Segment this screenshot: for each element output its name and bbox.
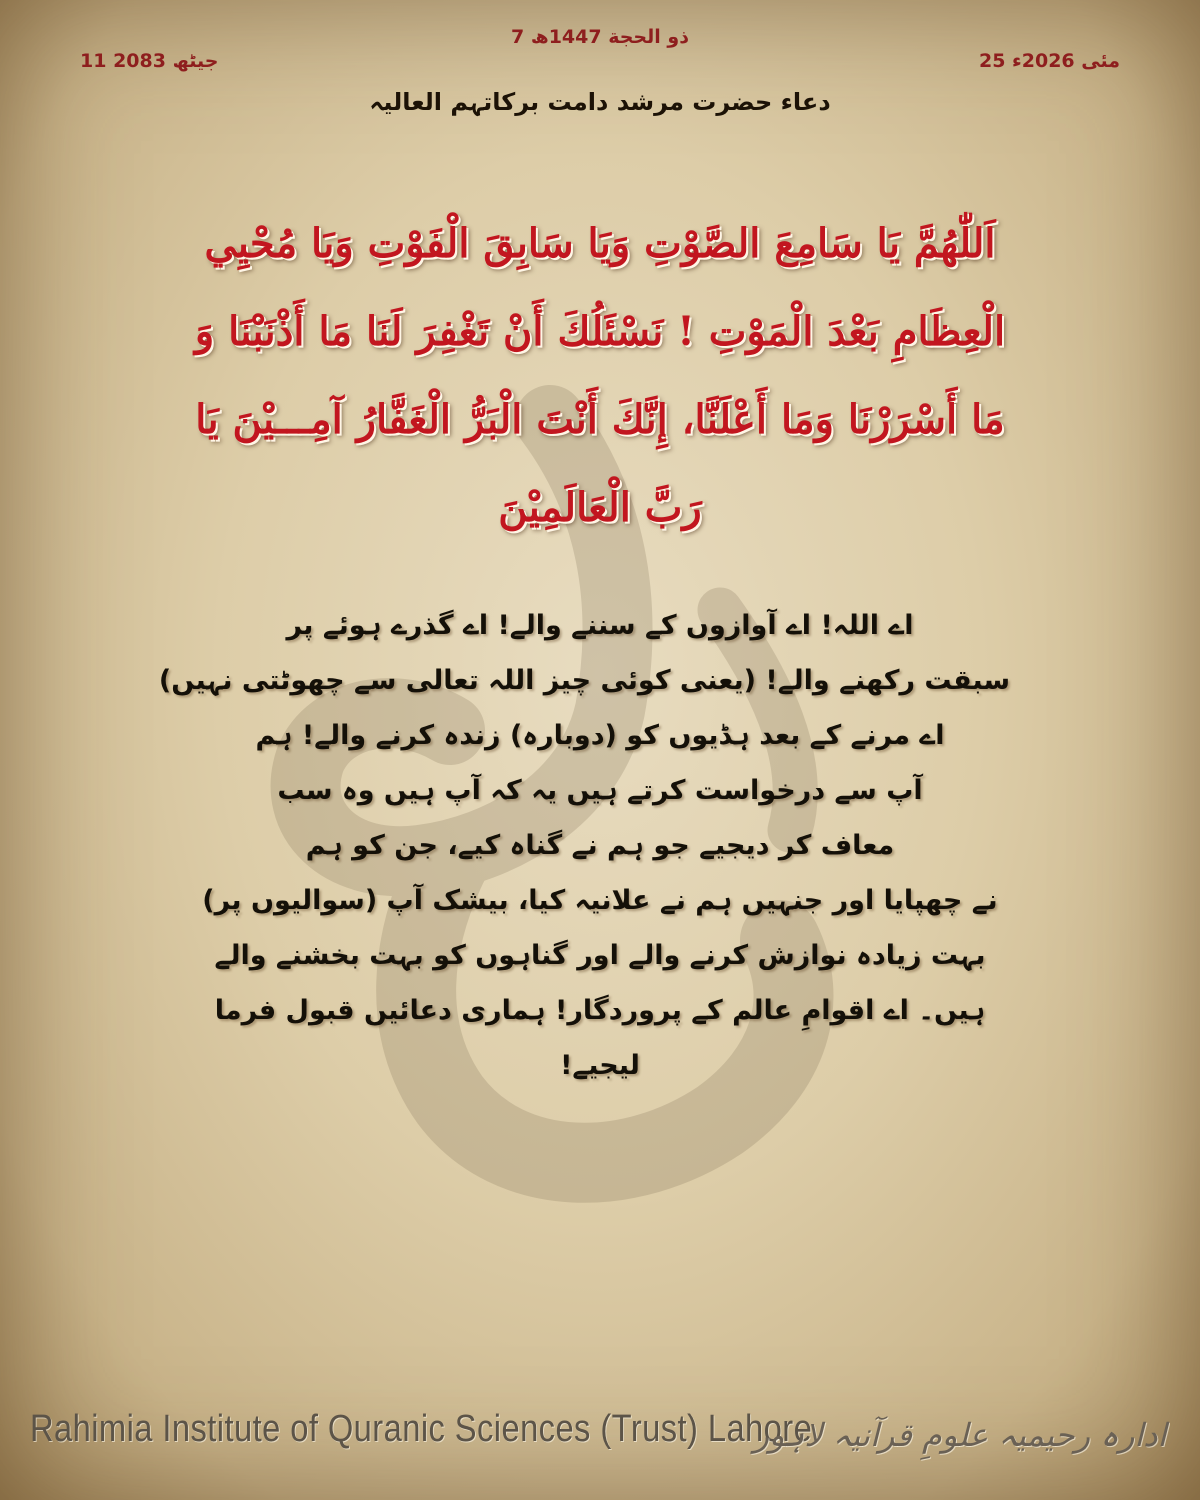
urdu-line: آپ سے درخواست کرتے ہیں یہ کہ آپ ہیں وہ سب <box>277 775 923 806</box>
urdu-line: اے اللہ! اے آوازوں کے سننے والے! اے گذرے ہوئے پر <box>286 610 914 641</box>
page-subtitle: دعاء حضرت مرشد دامت برکاتہم العالیہ <box>369 88 831 116</box>
bikrami-date: 11 جیٹھ 2083 <box>80 50 219 72</box>
arabic-line: الْعِظَامِ بَعْدَ الْمَوْتِ ! نَسْئَلُكَ أَنْ تَغْفِرَ لَنَا مَا أَذْنَبْنَا وَ <box>194 308 1006 355</box>
urdu-line: معاف کر دیجیے جو ہم نے گناہ کیے، جن کو ہم <box>305 830 895 861</box>
hijri-date: 7 ذو الحجة 1447ھ <box>511 26 689 48</box>
urdu-line: بہت زیادہ نوازش کرنے والے اور گناہوں کو بہت بخشنے والے <box>214 940 986 971</box>
urdu-line: نے چھپایا اور جنہیں ہم نے علانیہ کیا، بیشک آپ (سوالیوں پر) <box>202 885 998 916</box>
urdu-line: سبقت رکھنے والے! (یعنی کوئی چیز اللہ تعالی سے چھوٹتی نہیں) <box>158 665 1010 696</box>
gregorian-date: 25 مئی 2026ء <box>978 50 1120 72</box>
urdu-line: ہیں۔ اے اقوامِ عالم کے پروردگار! ہماری دعائیں قبول فرما <box>214 995 986 1026</box>
urdu-line: اے مرنے کے بعد ہڈیوں کو (دوبارہ) زندہ کرنے والے! ہم <box>255 720 945 751</box>
arabic-line: رَبَّ الْعَالَمِيْنَ <box>498 484 702 531</box>
institute-name-english: Rahimia Institute of Quranic Sciences (Trust) Lahore <box>30 1408 813 1450</box>
institute-name-urdu-logo: ادارہ رحیمیہ علومِ قرآنیہ لاہور <box>753 1416 1167 1454</box>
urdu-translation <box>158 598 1010 1093</box>
arabic-line: مَا أَسْرَرْنَا وَمَا أَعْلَنَّا، إِنَّكَ أَنْتَ الْبَرُّ الْغَفَّارُ آمِـــيْنَ يَا <box>195 396 1005 443</box>
urdu-line: لیجیے! <box>560 1050 640 1081</box>
footer <box>0 1400 1200 1470</box>
arabic-dua <box>110 200 1090 552</box>
arabic-line: اَللّٰهُمَّ يَا سَامِعَ الصَّوْتِ وَيَا سَابِقَ الْفَوْتِ وَيَا مُحْيِي <box>204 220 996 267</box>
